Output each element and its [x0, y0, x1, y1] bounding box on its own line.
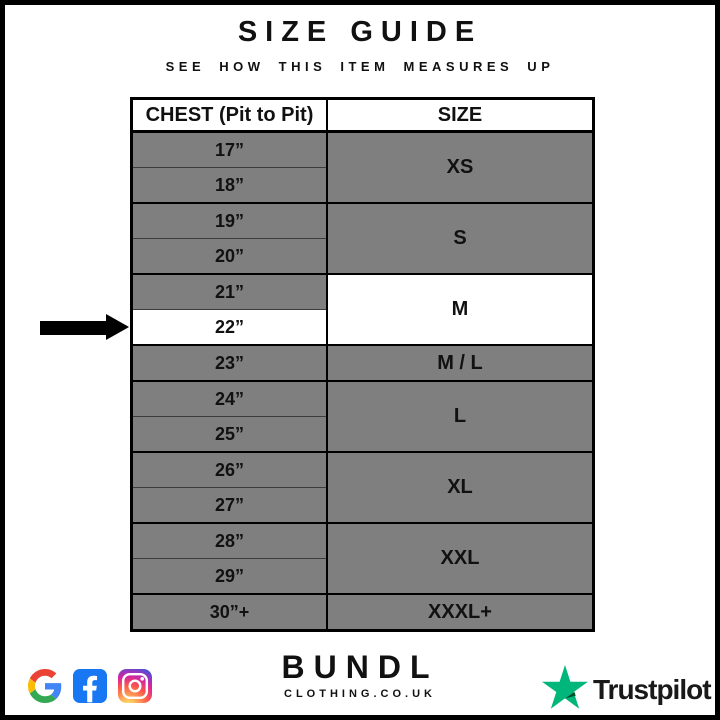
- size-cell: L: [327, 381, 594, 452]
- table-row: [132, 274, 594, 310]
- arrow-shaft: [40, 321, 107, 335]
- size-table: [130, 97, 595, 632]
- size-cell-highlighted: M: [327, 274, 594, 345]
- chest-cell: 20”: [132, 239, 328, 275]
- table-row: [132, 345, 594, 381]
- chest-cell: 23”: [132, 345, 328, 381]
- chest-cell: 21”: [132, 274, 328, 310]
- table-row: [132, 452, 594, 488]
- chest-cell: 24”: [132, 381, 328, 417]
- size-cell: XXXL+: [327, 594, 594, 631]
- chest-cell: 29”: [132, 559, 328, 595]
- trustpilot-wordmark: Trustpilot: [593, 673, 711, 705]
- chest-cell: 26”: [132, 452, 328, 488]
- social-links: [28, 669, 152, 703]
- table-row: [132, 523, 594, 559]
- chest-cell: 19”: [132, 203, 328, 239]
- table-header-row: [132, 99, 594, 132]
- size-cell: XXL: [327, 523, 594, 594]
- brand-logo: [282, 649, 439, 700]
- trustpilot-logo[interactable]: [542, 665, 711, 714]
- brand-domain: CLOTHING.CO.UK: [284, 688, 436, 700]
- google-icon[interactable]: [28, 669, 62, 703]
- table-row: [132, 203, 594, 239]
- column-header-size: SIZE: [327, 99, 594, 132]
- current-size-arrow-icon: [40, 314, 128, 341]
- trustpilot-star-icon: [542, 665, 588, 714]
- facebook-icon[interactable]: [73, 669, 107, 703]
- chest-cell: 18”: [132, 168, 328, 204]
- size-cell: S: [327, 203, 594, 274]
- table-row: [132, 132, 594, 168]
- chest-cell: 30”+: [132, 594, 328, 631]
- instagram-icon[interactable]: [118, 669, 152, 703]
- size-cell: XS: [327, 132, 594, 204]
- chest-cell: 27”: [132, 488, 328, 524]
- chest-cell: 28”: [132, 523, 328, 559]
- size-cell: XL: [327, 452, 594, 523]
- arrow-head: [106, 314, 129, 340]
- size-cell: M / L: [327, 345, 594, 381]
- column-header-chest: CHEST (Pit to Pit): [132, 99, 328, 132]
- chest-cell: 25”: [132, 417, 328, 453]
- table-row: [132, 381, 594, 417]
- chest-cell: 17”: [132, 132, 328, 168]
- table-row: [132, 594, 594, 631]
- chest-cell-highlighted: 22”: [132, 310, 328, 346]
- page-title: SIZE GUIDE: [237, 16, 483, 48]
- brand-name: BUNDL: [281, 649, 439, 685]
- page-subtitle: SEE HOW THIS ITEM MEASURES UP: [165, 59, 555, 74]
